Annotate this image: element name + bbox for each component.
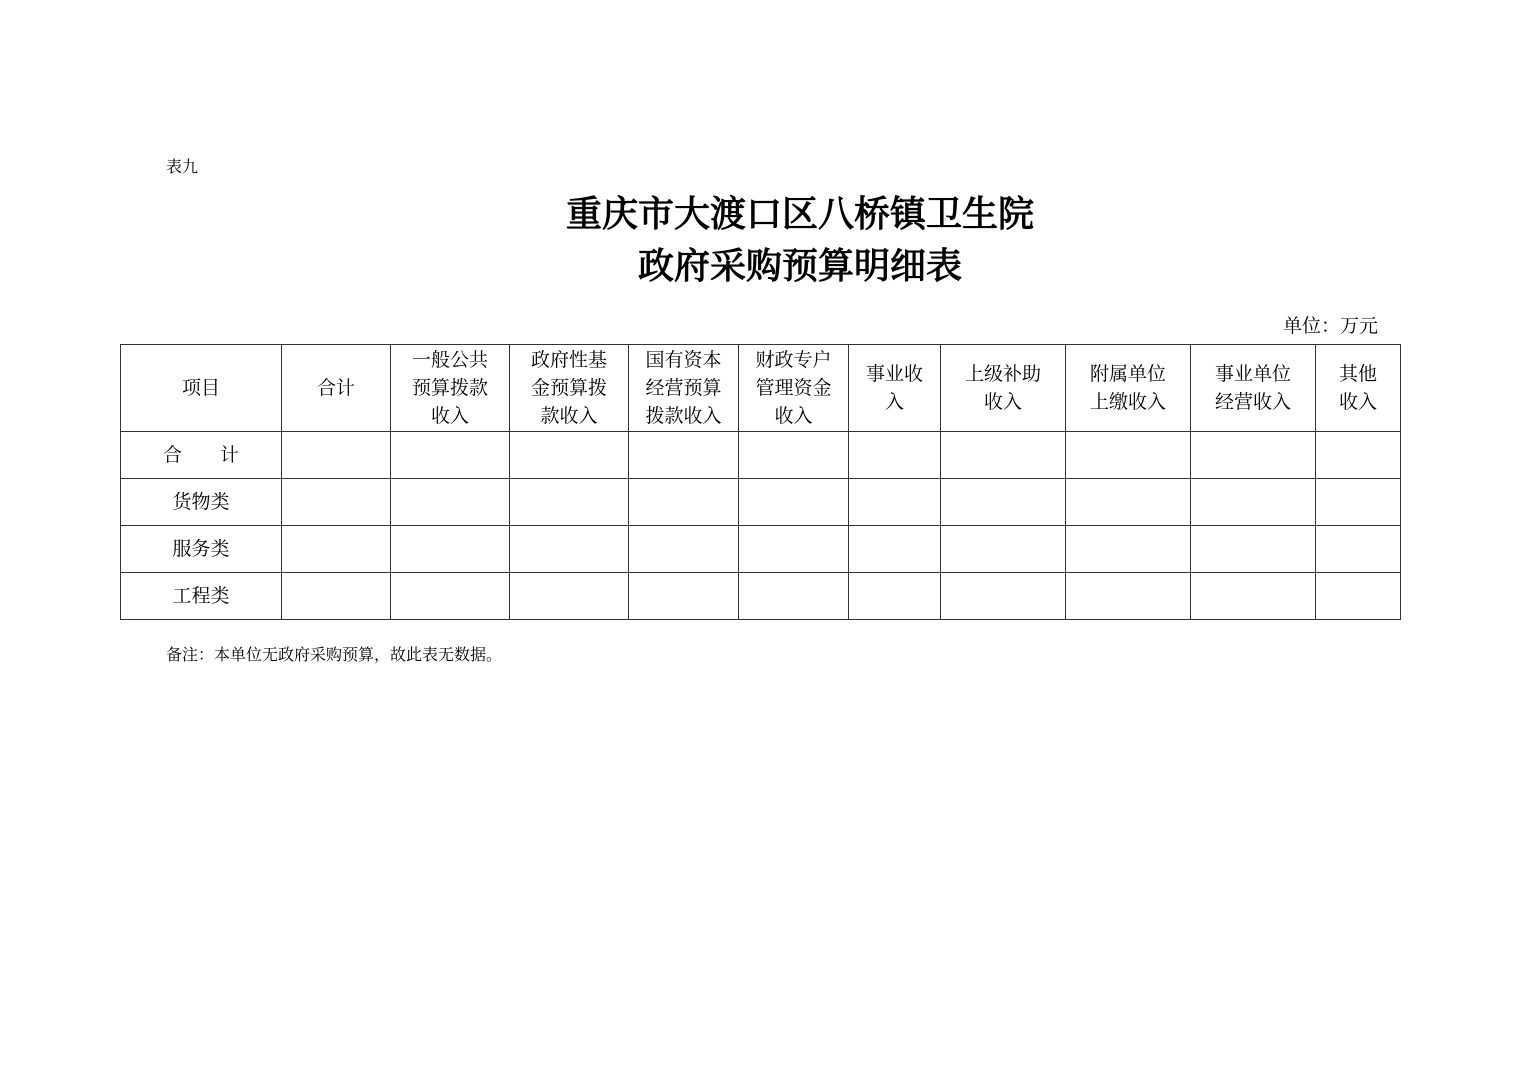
table-cell [849, 526, 941, 573]
table-cell [1191, 573, 1316, 620]
table-cell [1316, 573, 1401, 620]
table-cell [1066, 573, 1191, 620]
document-title-line2: 政府采购预算明细表 [637, 245, 962, 287]
table-body [121, 432, 1401, 620]
column-header [121, 345, 282, 432]
column-header [391, 345, 510, 432]
column-header-line: 附属单位 [1089, 363, 1166, 385]
table-cell [510, 573, 629, 620]
table-cell [629, 479, 739, 526]
table-cell [739, 432, 849, 479]
table-cell [739, 526, 849, 573]
column-header-line: 拨款收入 [645, 405, 722, 427]
column-header-line: 收入 [983, 391, 1022, 413]
table-cell [1066, 479, 1191, 526]
column-header-line: 收入 [430, 405, 469, 427]
column-header-line: 政府性基 [530, 349, 607, 371]
row-label: 工程类 [121, 573, 282, 620]
table-cell [739, 573, 849, 620]
table-cell [1191, 479, 1316, 526]
row-label: 货物类 [121, 479, 282, 526]
column-header [510, 345, 629, 432]
table-cell [282, 526, 391, 573]
column-header [1316, 345, 1401, 432]
column-header-line: 其他 [1338, 363, 1377, 385]
column-header-line: 一般公共 [411, 349, 488, 371]
column-header-line: 事业单位 [1214, 363, 1291, 385]
column-header [1191, 345, 1316, 432]
table-row [121, 479, 1401, 526]
table-cell [1316, 432, 1401, 479]
table-cell [941, 526, 1066, 573]
table-number: 表九 [166, 157, 199, 176]
column-header-line: 财政专户 [755, 349, 832, 371]
table-cell [1066, 432, 1191, 479]
table-cell [391, 479, 510, 526]
document-title-line1: 重庆市大渡口区八桥镇卫生院 [565, 193, 1034, 235]
unit-label: 单位：万元 [1283, 315, 1379, 337]
table-cell [391, 573, 510, 620]
table-cell [629, 432, 739, 479]
column-header-line: 收入 [774, 405, 813, 427]
table-cell [849, 479, 941, 526]
row-label: 合 计 [121, 432, 282, 479]
table-cell [510, 479, 629, 526]
column-header-line: 预算拨款 [411, 377, 488, 399]
table-cell [739, 479, 849, 526]
table-cell [1066, 526, 1191, 573]
column-header-line: 国有资本 [645, 349, 722, 371]
table-cell [391, 526, 510, 573]
table-row [121, 526, 1401, 573]
column-header-line: 收入 [1338, 391, 1377, 413]
row-label: 服务类 [121, 526, 282, 573]
table-cell [510, 432, 629, 479]
column-header-line: 事业收 [865, 363, 923, 385]
table-cell [1191, 432, 1316, 479]
table-cell [282, 573, 391, 620]
budget-table [120, 344, 1401, 620]
table-cell [629, 573, 739, 620]
column-header-line: 管理资金 [755, 377, 832, 399]
column-header [282, 345, 391, 432]
column-header-line: 金预算拨 [530, 377, 607, 399]
table-cell [849, 573, 941, 620]
table-cell [282, 432, 391, 479]
table-row [121, 573, 1401, 620]
table-cell [941, 479, 1066, 526]
column-header-line: 经营预算 [645, 377, 722, 399]
table-row [121, 432, 1401, 479]
table-cell [282, 479, 391, 526]
column-header-line: 入 [884, 391, 904, 413]
column-header-line: 款收入 [540, 405, 598, 427]
column-header-line: 合计 [316, 377, 355, 399]
footnote: 备注：本单位无政府采购预算，故此表无数据。 [166, 645, 503, 664]
column-header [849, 345, 941, 432]
table-cell [629, 526, 739, 573]
column-header-line: 上级补助 [964, 363, 1041, 385]
table-cell [941, 432, 1066, 479]
column-header-line: 上缴收入 [1089, 391, 1166, 413]
column-header [629, 345, 739, 432]
table-cell [1316, 526, 1401, 573]
table-cell [391, 432, 510, 479]
column-header-line: 经营收入 [1214, 391, 1291, 413]
column-header [739, 345, 849, 432]
table-cell [1316, 479, 1401, 526]
table-cell [1191, 526, 1316, 573]
header-row [121, 345, 1401, 432]
column-header [1066, 345, 1191, 432]
column-header-line: 项目 [181, 377, 220, 399]
column-header [941, 345, 1066, 432]
table-cell [510, 526, 629, 573]
table-cell [941, 573, 1066, 620]
table-cell [849, 432, 941, 479]
